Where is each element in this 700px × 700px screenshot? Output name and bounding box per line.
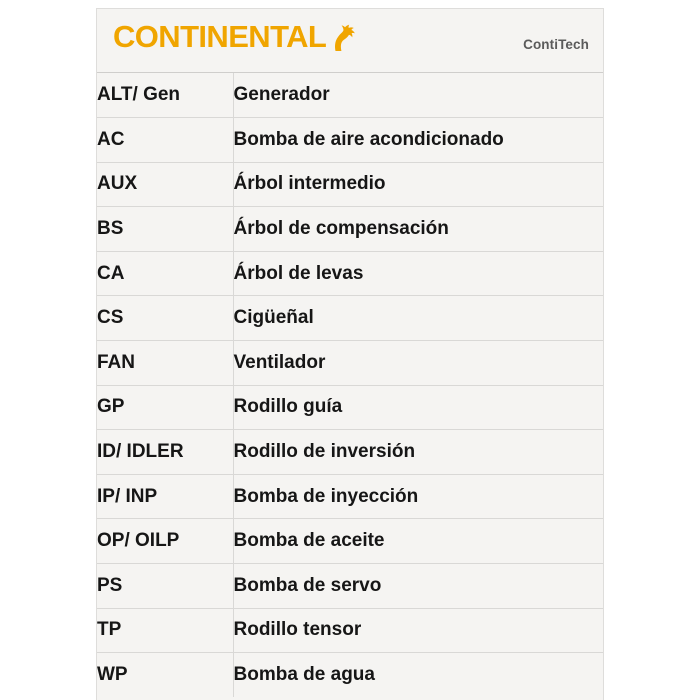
- table-row: [97, 564, 603, 609]
- table-row: [97, 118, 603, 163]
- row-code: IP/ INP: [97, 474, 233, 519]
- row-code: FAN: [97, 341, 233, 386]
- row-description: Árbol de levas: [233, 251, 603, 296]
- row-description: Generador: [233, 73, 603, 118]
- brand-header: [97, 9, 603, 73]
- table-row: [97, 251, 603, 296]
- row-description: Ventilador: [233, 341, 603, 386]
- abbreviation-table: [97, 73, 603, 697]
- row-description: Bomba de inyección: [233, 474, 603, 519]
- row-description: Bomba de aceite: [233, 519, 603, 564]
- continental-logo: [113, 21, 358, 52]
- row-description: Cigüeñal: [233, 296, 603, 341]
- table-row: [97, 519, 603, 564]
- table-row: [97, 341, 603, 386]
- row-code: GP: [97, 385, 233, 430]
- brand-name: CONTINENTAL: [113, 19, 327, 54]
- row-code: TP: [97, 608, 233, 653]
- table-row: [97, 73, 603, 118]
- row-description: Rodillo guía: [233, 385, 603, 430]
- row-description: Rodillo de inversión: [233, 430, 603, 475]
- table-row: [97, 474, 603, 519]
- horse-icon: [330, 22, 358, 52]
- table-row: [97, 430, 603, 475]
- row-code: WP: [97, 653, 233, 698]
- abbreviation-sheet: [96, 8, 604, 700]
- contitech-label: ContiTech: [523, 37, 589, 52]
- table-row: [97, 653, 603, 698]
- table-row: [97, 385, 603, 430]
- row-description: Bomba de agua: [233, 653, 603, 698]
- row-code: BS: [97, 207, 233, 252]
- table-row: [97, 162, 603, 207]
- row-description: Árbol intermedio: [233, 162, 603, 207]
- table-row: [97, 296, 603, 341]
- row-code: ID/ IDLER: [97, 430, 233, 475]
- row-description: Rodillo tensor: [233, 608, 603, 653]
- row-code: CA: [97, 251, 233, 296]
- row-code: ALT/ Gen: [97, 73, 233, 118]
- row-code: AC: [97, 118, 233, 163]
- row-code: OP/ OILP: [97, 519, 233, 564]
- row-code: PS: [97, 564, 233, 609]
- table-row: [97, 207, 603, 252]
- row-code: AUX: [97, 162, 233, 207]
- row-code: CS: [97, 296, 233, 341]
- row-description: Bomba de servo: [233, 564, 603, 609]
- row-description: Bomba de aire acondicionado: [233, 118, 603, 163]
- row-description: Árbol de compensación: [233, 207, 603, 252]
- table-row: [97, 608, 603, 653]
